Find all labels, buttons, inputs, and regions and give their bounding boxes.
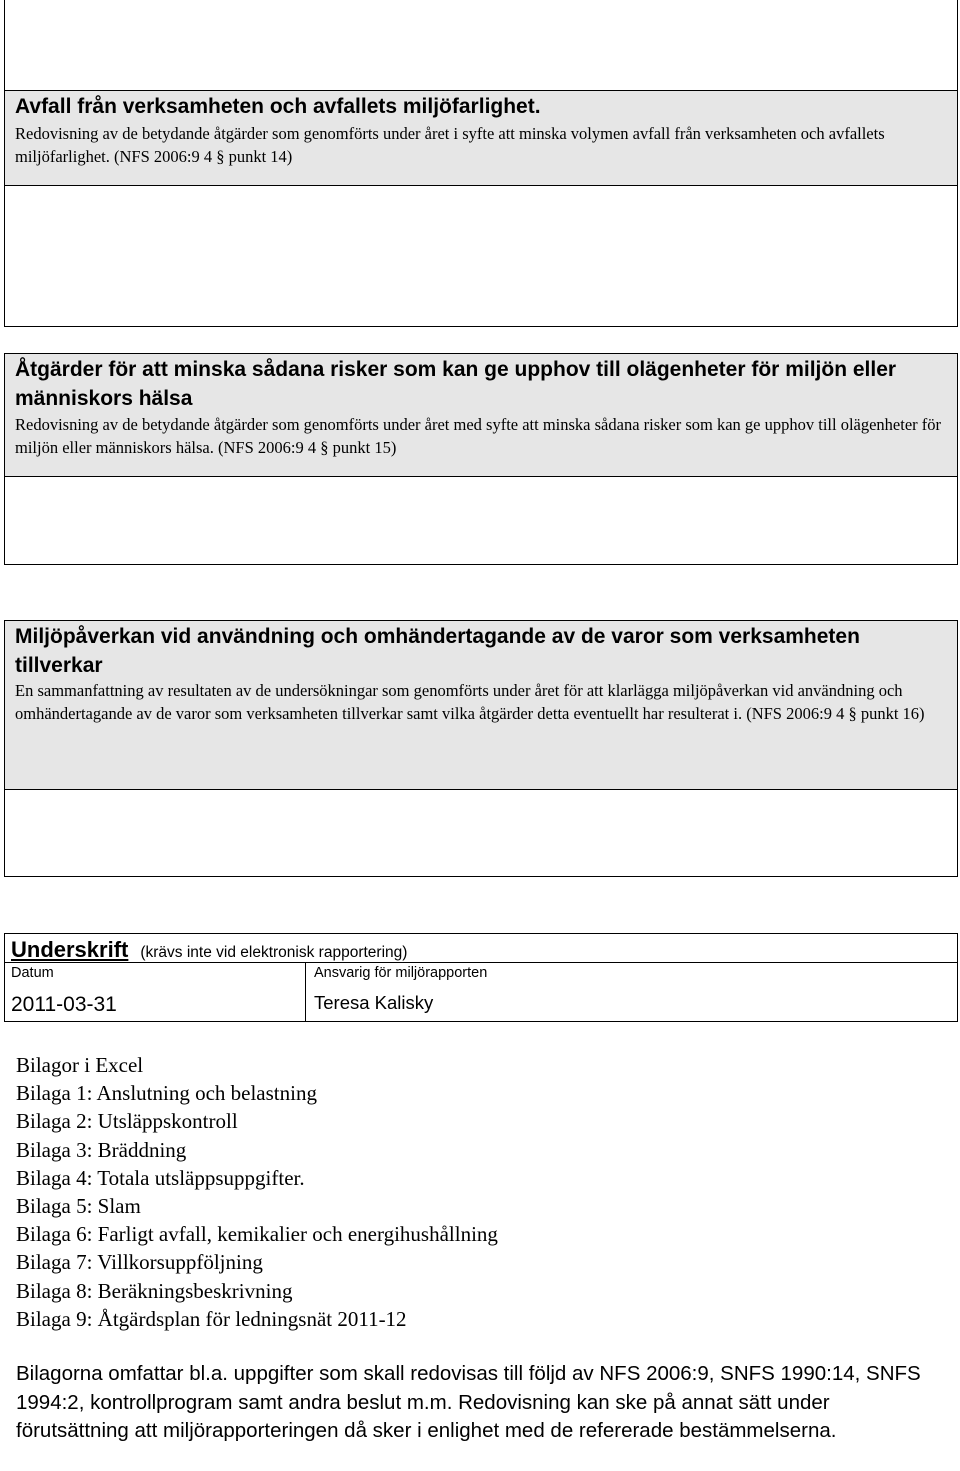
date-label: Datum <box>11 965 54 981</box>
attachment-item: Bilaga 7: Villkorsuppföljning <box>16 1250 263 1275</box>
attachment-item: Bilaga 4: Totala utsläppsuppgifter. <box>16 1165 305 1190</box>
top-blank-field <box>4 0 958 92</box>
signature-title: Underskrift <box>11 937 129 962</box>
section-products-answer-field[interactable] <box>4 789 958 877</box>
responsible-value[interactable]: Teresa Kalisky <box>314 992 434 1013</box>
section-waste-reference: (NFS 2006:9 4 § punkt 14) <box>113 147 293 166</box>
signature-header <box>11 937 407 963</box>
attachment-item: Bilaga 9: Åtgärdsplan för ledningsnät 2011-12 <box>16 1306 407 1331</box>
section-risk-header <box>4 353 958 477</box>
section-risk-description <box>15 413 949 459</box>
signature-column-divider <box>305 962 306 1021</box>
section-products-header <box>4 620 958 790</box>
attachments-list <box>16 1051 498 1333</box>
signature-block <box>4 933 958 1022</box>
section-products-title: Miljöpåverkan vid användning och omhändertagande av de varor som verksamheten tillverkar <box>15 625 860 677</box>
section-waste-description <box>15 122 949 168</box>
section-risk-title: Åtgärder för att minska sådana risker som kan ge upphov till olägenheter för miljön eller människors hälsa <box>15 358 897 410</box>
section-waste-answer-field[interactable] <box>4 185 958 327</box>
attachment-item: Bilaga 5: Slam <box>16 1194 141 1219</box>
section-products-description-main: En sammanfattning av resultaten av de undersökningar som genomförts under året för att klarlägga miljöpåverkan vid användning och omhändertagande av de varor som verksamheten tillverkar samt vilka åtgärder detta eventuellt har resulterat i. <box>15 681 903 723</box>
section-waste-title: Avfall från verksamheten och avfallets miljöfarlighet. <box>15 95 541 118</box>
section-waste-header <box>4 90 958 186</box>
section-risk-reference: (NFS 2006:9 4 § punkt 15) <box>218 438 397 457</box>
section-waste-description-main: Redovisning av de betydande åtgärder som genomförts under året i syfte att minska volymen avfall från verksamheten och avfallets miljöfarlighet. <box>15 124 885 166</box>
section-risk-answer-field[interactable] <box>4 476 958 565</box>
section-products-description <box>15 679 949 725</box>
signature-row-divider <box>5 962 957 963</box>
attachments-heading: Bilagor i Excel <box>16 1053 144 1077</box>
date-value[interactable]: 2011-03-31 <box>11 993 117 1016</box>
attachments-note: Bilagorna omfattar bl.a. uppgifter som skall redovisas till följd av NFS 2006:9, SNFS 1990:14, SNFS 1994:2, kontrollprogram samt andra beslut m.m. Redovisning kan ske på annat sätt under förutsättning att miljörapporteringen då sker i enlighet med de refererade bestämmelserna. <box>16 1362 921 1442</box>
attachment-item: Bilaga 1: Anslutning och belastning <box>16 1081 317 1106</box>
section-risk-description-main: Redovisning av de betydande åtgärder som genomförts under året med syfte att minska sådana risker som kan ge upphov till olägenheter för miljön eller människors hälsa. <box>15 415 942 457</box>
attachment-item: Bilaga 3: Bräddning <box>16 1137 187 1162</box>
responsible-label: Ansvarig för miljörapporten <box>314 965 488 981</box>
signature-subtitle: (krävs inte vid elektronisk rapportering) <box>140 944 408 961</box>
attachment-item: Bilaga 6: Farligt avfall, kemikalier och energihushållning <box>16 1222 498 1247</box>
attachment-item: Bilaga 8: Beräkningsbeskrivning <box>16 1278 293 1303</box>
section-products-reference: (NFS 2006:9 4 § punkt 16) <box>746 704 925 723</box>
attachment-item: Bilaga 2: Utsläppskontroll <box>16 1109 238 1134</box>
